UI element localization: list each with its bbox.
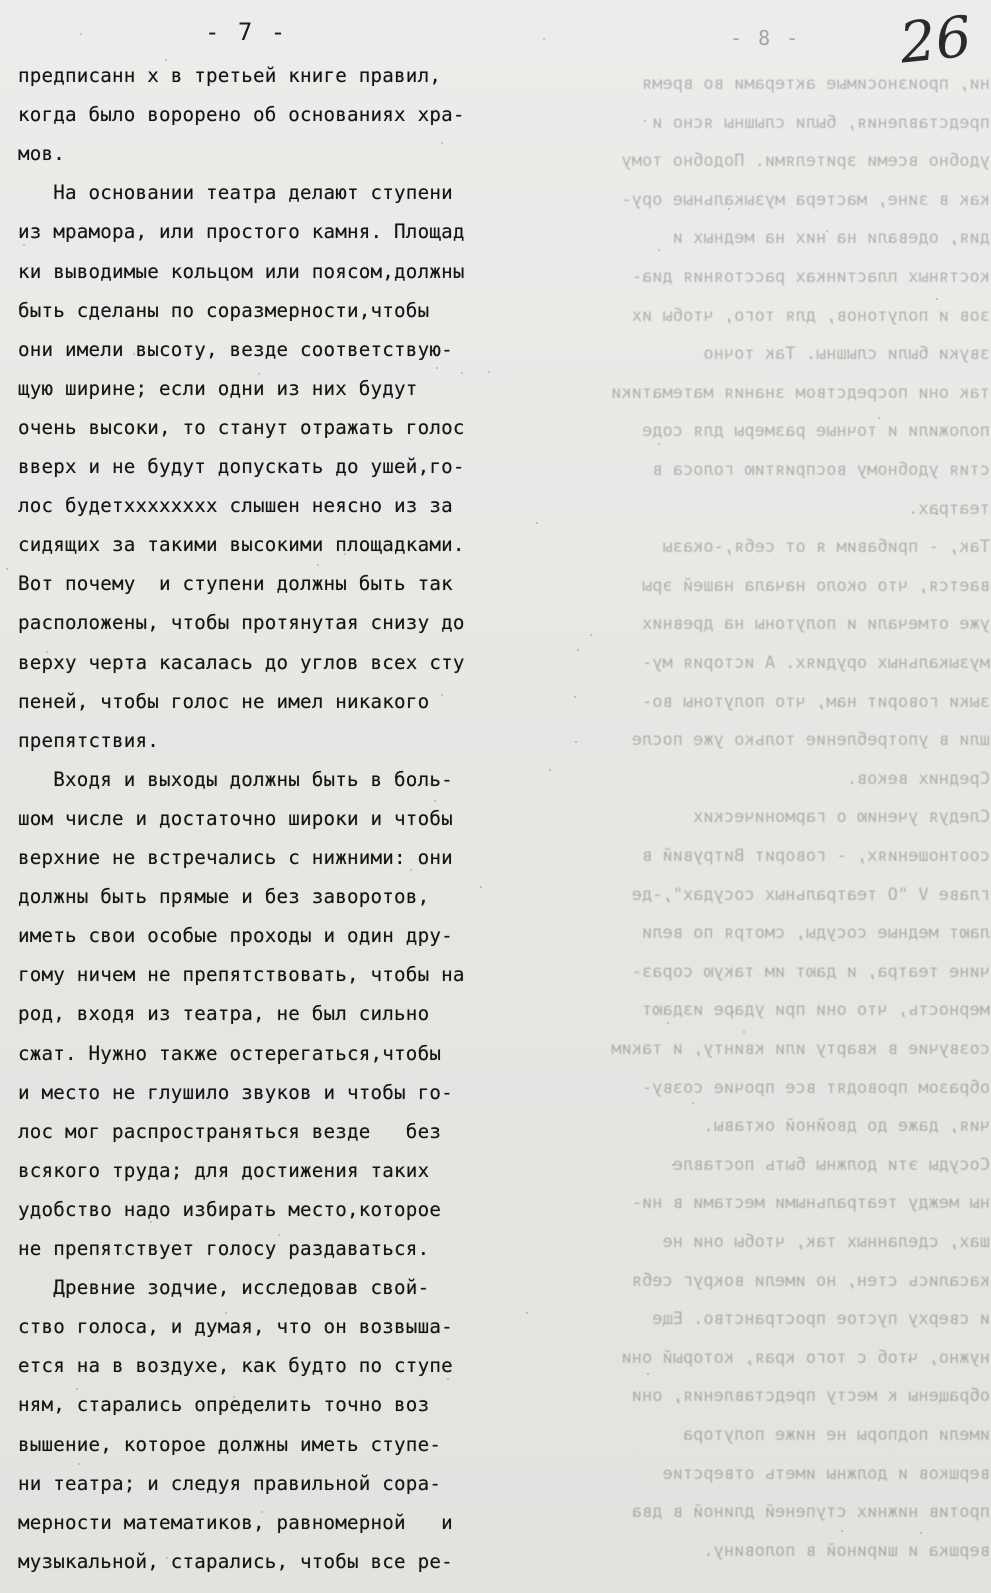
text-line: мов. [18, 142, 66, 166]
speck [344, 553, 346, 555]
text-line: расположены, чтобы протянутая снизу до [18, 611, 465, 635]
speck [430, 1324, 432, 1326]
speck [172, 79, 174, 81]
speck [658, 443, 660, 445]
text-line: когда было ворорено об основаниях хра- [18, 103, 465, 127]
speck [429, 783, 431, 785]
speck [80, 33, 82, 35]
text-line: иметь свои особые проходы и один дру- [18, 924, 453, 948]
speck [878, 417, 880, 419]
bleed-line: звуки были слышны. Так точно [703, 344, 990, 365]
text-line: препятствия. [18, 728, 160, 752]
text-line: род, входя из театра, не был сильно [18, 1002, 430, 1026]
bleed-line: лают медные сосуды, смотря по вели [642, 923, 990, 944]
speck [590, 634, 592, 636]
bleed-line: уже отмечали и полутоны на древних [642, 614, 990, 635]
text-line: верхние не встречались с нижними: они [18, 846, 453, 869]
bleed-line: стия удобному восприятию голоса в [652, 460, 990, 480]
text-line: гому ничем не препятствовать, чтобы на [18, 963, 465, 987]
speck [908, 1359, 910, 1361]
speck [543, 38, 545, 40]
speck [258, 373, 260, 375]
speck [113, 385, 115, 387]
text-line: не препятствует голосу раздаваться. [18, 1237, 430, 1260]
text-line: ется на в воздухе, как будто по ступе [18, 1354, 453, 1378]
bleed-line: касались стен, но имели вокруг себя [631, 1270, 990, 1291]
speck [574, 696, 576, 698]
text-line: мерности математиков, равномерной и [18, 1510, 453, 1534]
bleed-line: главе V "О театральных сосудах",-де [631, 884, 990, 905]
text-line: и место не глушило звуков и чтобы го- [18, 1080, 453, 1104]
text-line: вышение, которое должны иметь ступе- [18, 1432, 442, 1456]
speck [133, 353, 135, 355]
text-line: ство голоса, и думая, что он возвыша- [18, 1315, 453, 1339]
speck [577, 649, 579, 651]
text-line: На основании театра делают ступени [18, 181, 453, 205]
speck [536, 522, 538, 524]
speck [434, 800, 436, 802]
text-line: сжат. Нужно также остерегаться,чтобы [18, 1041, 442, 1065]
speck [76, 1388, 78, 1390]
faint-page-number: - 8 - [730, 26, 801, 50]
handwritten-folio-number: 26 [896, 4, 975, 77]
bleed-line: зыки говорит нам, что полутоны во- [642, 691, 990, 712]
bleed-line: нужно, чтоб с того края, который они [621, 1347, 990, 1368]
bleed-line: имели подпоры не ниже полутора [682, 1425, 990, 1445]
speck [920, 1532, 922, 1534]
speck [46, 651, 48, 653]
speck [233, 1396, 235, 1398]
bleed-line: Средних веков. [846, 768, 990, 789]
speck [410, 869, 412, 871]
text-line: ки выводимые кольцом или поясом,должны [18, 259, 465, 283]
text-line: очень высоки, то станут отражать голос [18, 415, 465, 439]
bleed-line: костяных пластинках расстояния диа- [631, 267, 990, 287]
speck [261, 1511, 263, 1513]
text-line: пеней, чтобы голос не имел никакого [18, 689, 430, 713]
speck [826, 230, 828, 232]
speck [122, 1253, 124, 1255]
speck [728, 208, 730, 210]
speck [667, 1022, 669, 1024]
speck [441, 694, 443, 696]
bleed-line: дия, одевали на них на медных и [672, 228, 990, 249]
text-line: ням, старались определить точно воз [18, 1393, 430, 1417]
speck [441, 142, 443, 144]
bleed-line: шах, сделанных так, чтобы они не [662, 1232, 990, 1252]
bleed-line: зов и полутонов, для того, чтобы их [631, 305, 990, 326]
speck [644, 120, 646, 122]
bleed-line: соотношениях, - говорит Витрувий в [642, 846, 990, 866]
speck [549, 769, 551, 771]
text-line: из мрамора, или простого камня. Площад [18, 220, 465, 244]
text-line: удобство надо избирать место,которое [18, 1197, 442, 1221]
text-line: быть сделаны по соразмерности,чтобы [18, 298, 430, 322]
speck [526, 1312, 528, 1314]
text-line: Вот почему и ступени должны быть так [18, 572, 453, 596]
bleed-line: вершка и шириной в половину. [703, 1540, 990, 1561]
speck [166, 1557, 168, 1559]
speck [23, 244, 25, 246]
speck [317, 564, 319, 566]
bleed-line: удобно всеми зрителями. Подобно тому [621, 151, 990, 172]
speck [647, 1373, 649, 1375]
speck [743, 1031, 745, 1033]
speck [165, 59, 167, 61]
bleed-line: чине театра, и дают им такую сораз- [631, 961, 990, 982]
speck [87, 1565, 89, 1567]
bleed-line: шли в употребление только уже после [631, 730, 990, 751]
speck [6, 568, 8, 570]
speck [447, 1378, 449, 1380]
bleed-line: Следуя учению о гармонических [693, 807, 990, 828]
text-line: музыкальной, старались, чтобы все ре- [18, 1549, 453, 1573]
speck [672, 1164, 674, 1166]
text-line: ни театра; и следуя правильной сора- [18, 1471, 442, 1495]
text-line: предписанн х в третьей книге правил, [18, 64, 442, 87]
bleed-line: вершков и должны иметь отверстие [662, 1463, 990, 1484]
text-line: лос будетxxxxxxxx слышен неясно из за [18, 494, 453, 518]
bleed-line: ни, произносимые актерами во время [642, 74, 990, 94]
text-line: лос мог распространяться везде без [18, 1119, 442, 1143]
bleed-line: театрах. [908, 498, 990, 519]
speck [692, 1102, 694, 1104]
speck [575, 741, 577, 743]
speck [461, 372, 463, 374]
bleed-line: обращены к месту представления, они [631, 1386, 990, 1407]
bleed-line: ны между театральными местами в ни- [631, 1193, 990, 1214]
speck [210, 621, 212, 623]
speck [436, 367, 438, 369]
text-line: щую ширине; если одни из них будут [18, 376, 418, 400]
bleed-line: чия, даже до двойной октавы. [703, 1116, 990, 1137]
bleed-line: вается, что около начала нашей эры [642, 575, 990, 596]
bleed-through-text [500, 0, 991, 1593]
speck [278, 1234, 280, 1236]
speck [78, 1463, 80, 1465]
speck [480, 886, 482, 888]
text-line: всякого труда; для достижения таких [18, 1158, 430, 1182]
bleed-line: представления, были слышны ясно и [652, 112, 990, 133]
speck [225, 1312, 227, 1314]
text-line: сидящих за такими высокими площадками. [18, 533, 465, 557]
text-line: Входя и выходы должны быть в боль- [18, 767, 453, 791]
bleed-line: Так, - прибавим я от себя,-оказы [662, 537, 990, 558]
bleed-line: образом проводят все прочие созву- [642, 1077, 990, 1098]
text-line: должны быть прямые и без заворотов, [18, 885, 430, 909]
bleed-line: Сосуды эти должны быть поставле [672, 1154, 990, 1175]
bleed-line: так они посредством знания математики [611, 382, 990, 403]
text-line: верху черта касалась до углов всех сту [18, 650, 465, 674]
speck [264, 1211, 266, 1213]
speck [936, 298, 938, 300]
speck [150, 1221, 152, 1223]
text-line: они имели высоту, везде соответствую- [18, 337, 453, 361]
text-line: вверх и не будут допускать до ушей,го- [18, 455, 465, 478]
speck [118, 701, 120, 703]
bleed-line: положили и точные размеры для соде [642, 421, 990, 442]
bleed-line: мерность, что они при ударе издают [642, 1000, 990, 1021]
bleed-line: созвучие в кварту или квинту, и таким [611, 1039, 990, 1059]
speck [936, 513, 938, 515]
bleed-line: против нижних ступеней длиной в два [631, 1502, 990, 1523]
text-line: Древние зодчие, исследовав свой- [18, 1276, 430, 1300]
speck [488, 371, 490, 373]
bleed-line: как в зине, мастера музыкальные ору- [621, 189, 990, 210]
speck [658, 249, 660, 251]
speck [732, 1011, 734, 1013]
speck [841, 1530, 843, 1532]
text-line: шом числе и достаточно широки и чтобы [18, 806, 453, 830]
bleed-line: и сверху пустое пространство. Еще [652, 1309, 990, 1330]
bleed-line: музыкальных орудиях. А история му- [642, 653, 990, 673]
page-number: - 7 - [205, 18, 288, 46]
